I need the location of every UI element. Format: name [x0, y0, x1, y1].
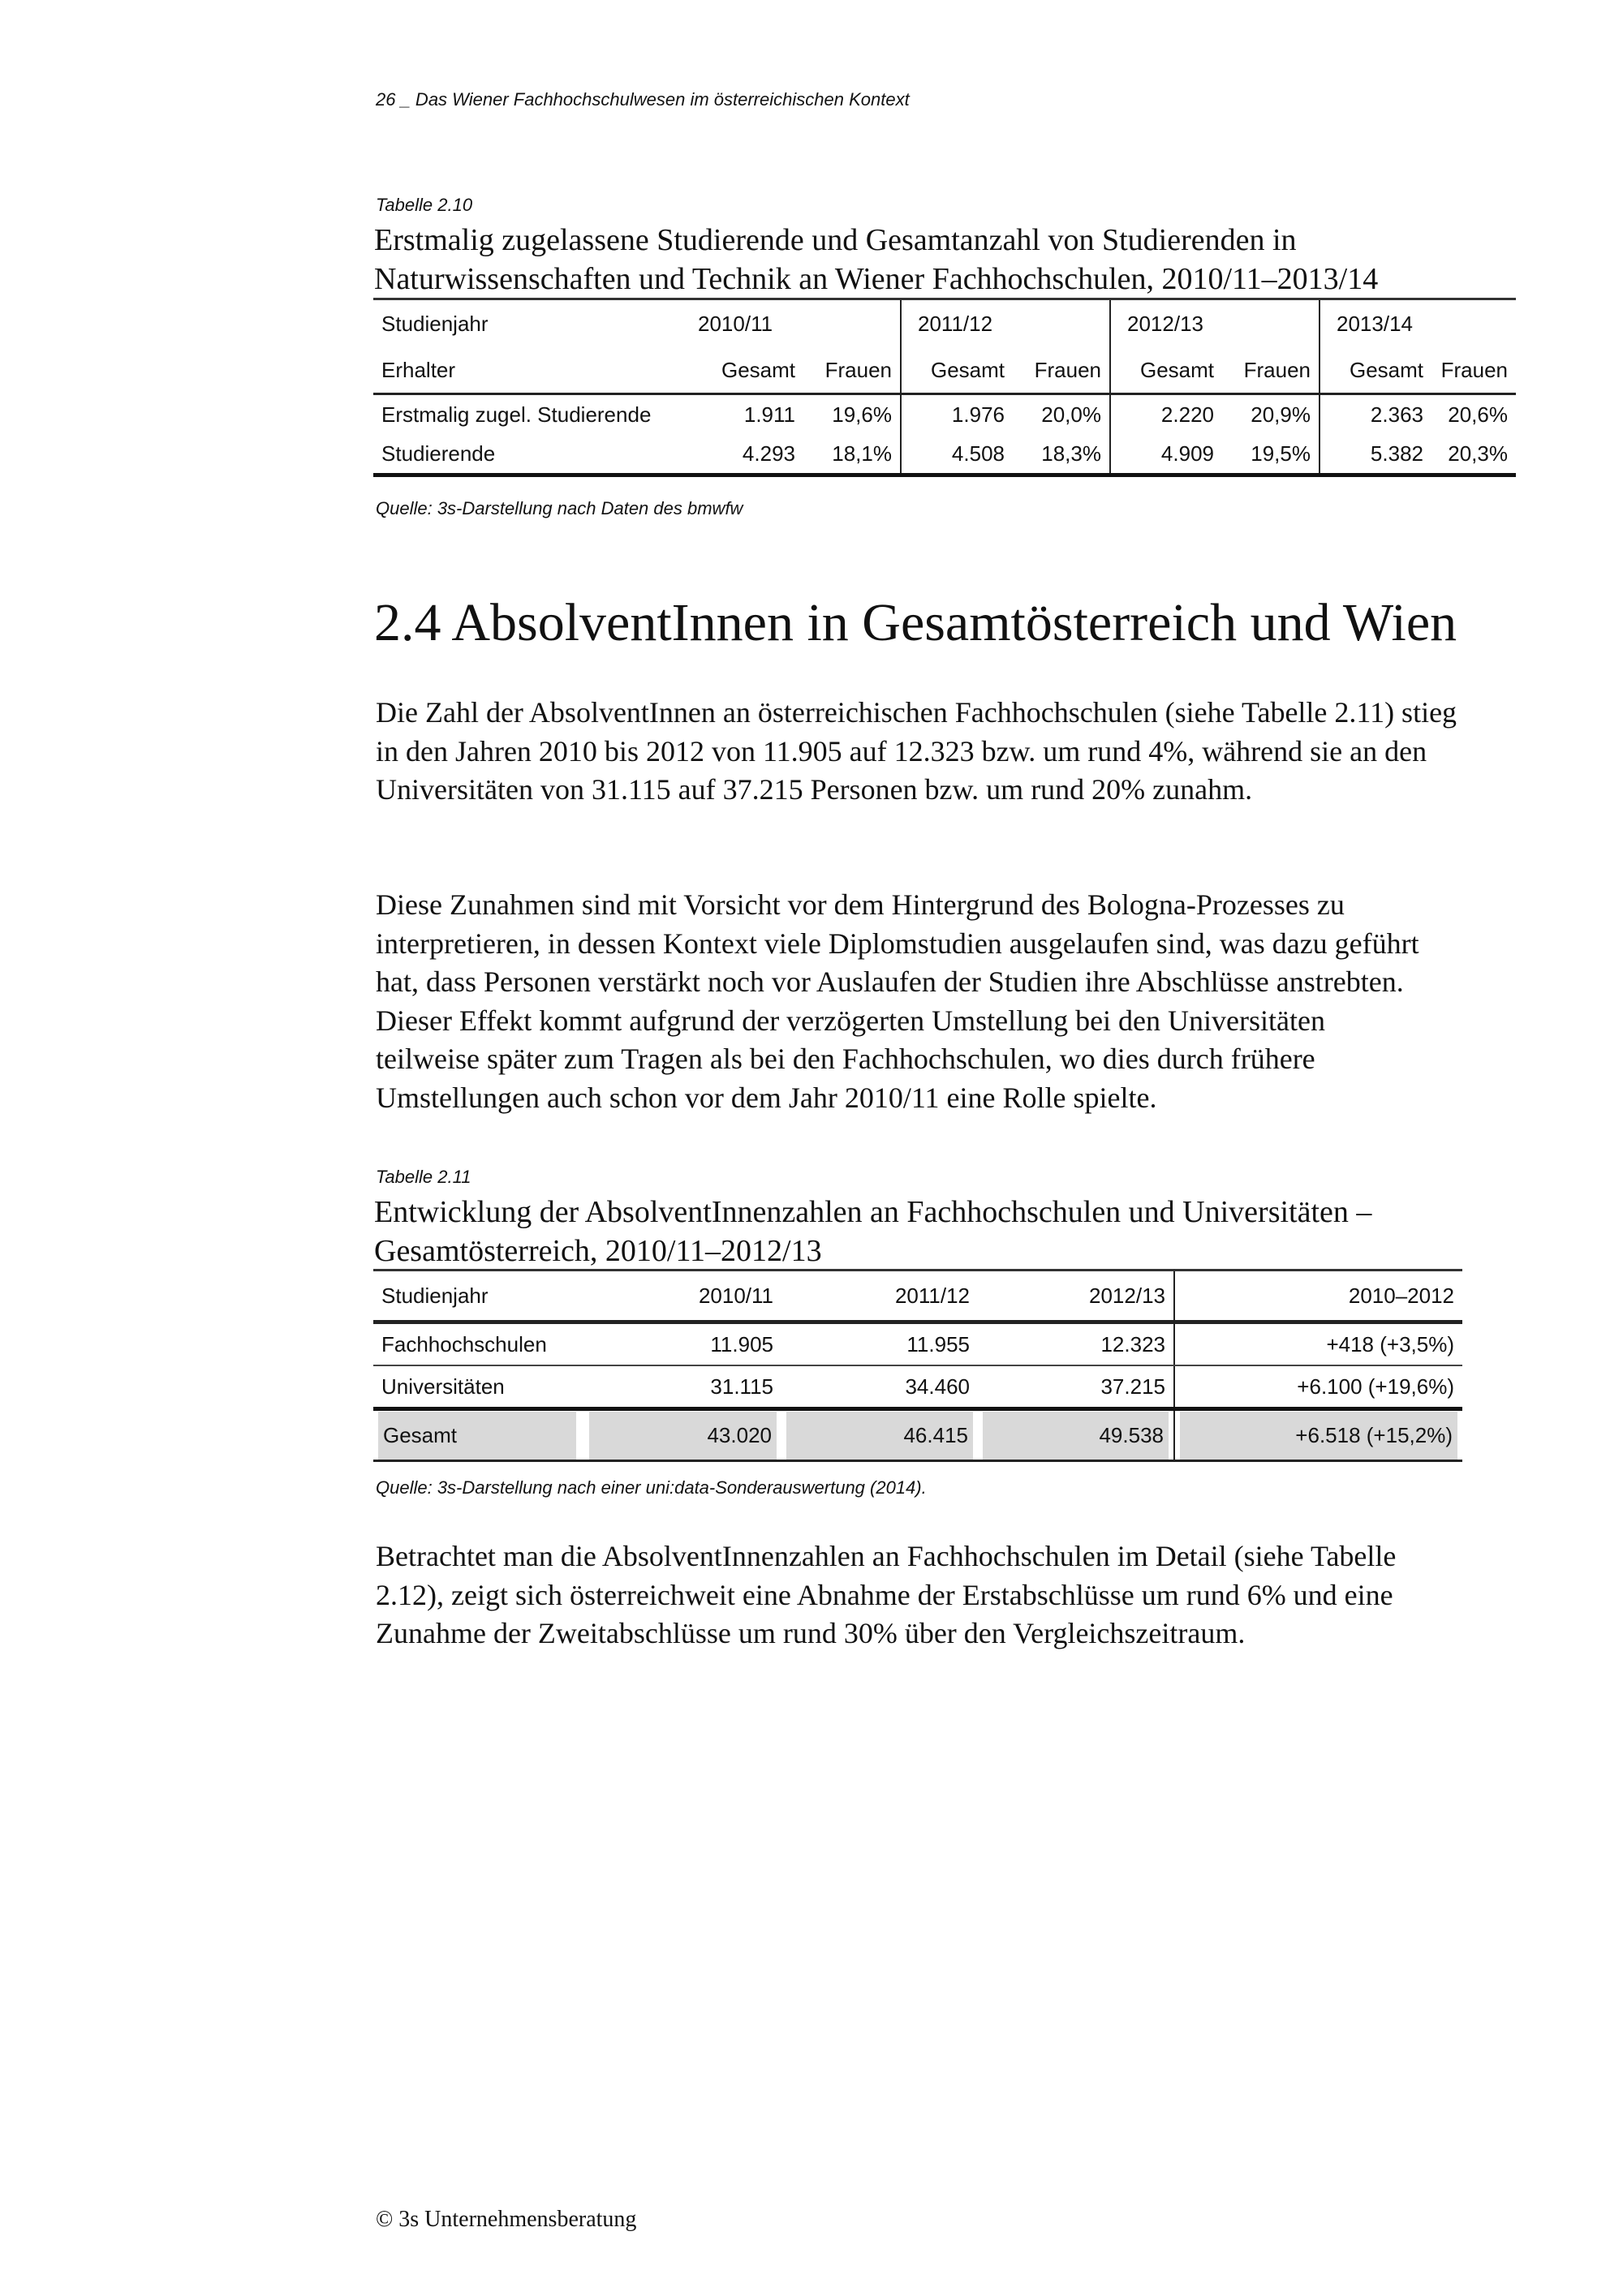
table-label: Tabelle 2.11: [376, 1167, 471, 1187]
header-cell: Frauen: [1013, 347, 1110, 394]
cell: 34.460: [781, 1365, 978, 1409]
cell: 4.508: [951, 441, 1005, 466]
cell: 4.909: [1160, 441, 1214, 466]
cell: 1.911: [743, 402, 795, 427]
footer-copyright: © 3s Unternehmensberatung: [376, 2207, 637, 2232]
header-cell: Frauen: [1431, 347, 1516, 394]
table-row: [373, 434, 1516, 475]
year-cell: 2011/12: [901, 299, 1110, 348]
table-source: Quelle: 3s-Darstellung nach einer uni:data-Sonderauswertung (2014).: [376, 1477, 927, 1498]
row-label: Gesamt: [378, 1412, 576, 1460]
year-cell: 2012/13: [1110, 299, 1319, 348]
table-total-row: [373, 1409, 1462, 1461]
header-cell: Gesamt: [1110, 347, 1222, 394]
running-header: 26 _ Das Wiener Fachhochschulwesen im österreichischen Kontext: [376, 89, 910, 110]
table-2-10: [373, 298, 1516, 477]
table-title-line: Naturwissenschaften und Technik an Wiener Fachhochschulen, 2010/11–2013/14: [374, 262, 1379, 296]
header-cell: Studienjahr: [373, 1271, 584, 1322]
row-label: Studierende: [381, 441, 496, 466]
header-cell: Frauen: [803, 347, 901, 394]
table-row: [373, 1322, 1462, 1366]
cell: 20,0%: [1013, 394, 1110, 435]
header-cell: Frauen: [1222, 347, 1319, 394]
table-row: [373, 394, 1516, 435]
cell: 1.976: [951, 402, 1005, 427]
cell: 46.415: [786, 1412, 973, 1460]
paragraph: Die Zahl der AbsolventInnen an österreichischen Fachhochschulen (siehe Tabelle 2.11) stieg in den Jahren 2010 bis 2012 von 11.905 auf 12.323 bzw. um rund 4%, während sie an den Universitäten von 31.115 auf 37.215 Personen bzw. um rund 20% zunahm.: [376, 696, 1457, 806]
cell: 19,6%: [803, 394, 901, 435]
year-cell: 2010/11: [674, 299, 901, 348]
table-label: Tabelle 2.10: [376, 195, 473, 215]
cell: 18,1%: [803, 434, 901, 475]
cell: 20,3%: [1448, 441, 1508, 466]
cell: 18,3%: [1013, 434, 1110, 475]
row-label: Fachhochschulen: [373, 1322, 584, 1366]
cell: 2.220: [1160, 402, 1214, 427]
header-cell: Studienjahr: [381, 311, 489, 336]
cell: 20,6%: [1448, 402, 1508, 427]
cell: 11.905: [584, 1322, 781, 1366]
table-title-line: Erstmalig zugelassene Studierende und Gesamtanzahl von Studierenden in: [374, 223, 1297, 257]
section-heading: 2.4 AbsolventInnen in Gesamtösterreich und Wien: [374, 593, 1457, 652]
cell: 2.363: [1370, 402, 1423, 427]
cell: +6.518 (+15,2%): [1180, 1412, 1457, 1460]
table-header-row: [373, 299, 1516, 348]
table-title: [374, 1193, 1371, 1271]
row-label: Erstmalig zugel. Studierende: [381, 402, 652, 427]
year-cell: 2013/14: [1337, 311, 1413, 336]
paragraph: Diese Zunahmen sind mit Vorsicht vor dem Hintergrund des Bologna-Prozesses zu interpretieren, in dessen Kontext viele Diplomstudien ausgelaufen sind, was dazu geführt hat, dass Personen verstärkt noch vor Auslaufen der Studien ihre Abschlüsse anstrebten. Dieser Effekt kommt aufgrund der verzögerten Umstellung bei den Universitäten teilweise später zum Tragen als bei den Fachhochschulen, wo dies durch frühere Umstellungen auch schon vor dem Jahr 2010/11 eine Rolle spielte.: [376, 888, 1419, 1114]
cell: 43.020: [589, 1412, 777, 1460]
table-title-line: Entwicklung der AbsolventInnenzahlen an Fachhochschulen und Universitäten –: [374, 1195, 1372, 1229]
row-label: Universitäten: [373, 1365, 584, 1409]
table-subheader-row: [373, 347, 1516, 394]
cell: 11.955: [781, 1322, 978, 1366]
table-title: [374, 221, 1378, 299]
cell: 20,9%: [1222, 394, 1319, 435]
header-cell: 2011/12: [781, 1271, 978, 1322]
cell: 19,5%: [1222, 434, 1319, 475]
header-cell: Gesamt: [1319, 347, 1431, 394]
header-cell: 2010/11: [584, 1271, 781, 1322]
table-header-row: [373, 1271, 1462, 1322]
header-cell: 2012/13: [978, 1271, 1174, 1322]
cell: +6.100 (+19,6%): [1174, 1365, 1462, 1409]
header-cell: Gesamt: [674, 347, 803, 394]
cell: 5.382: [1370, 441, 1423, 466]
cell: 4.293: [742, 441, 795, 466]
table-title-line: Gesamtösterreich, 2010/11–2012/13: [374, 1234, 822, 1268]
cell: 12.323: [978, 1322, 1174, 1366]
cell: +418 (+3,5%): [1174, 1322, 1462, 1366]
cell: 31.115: [584, 1365, 781, 1409]
table-2-11: [373, 1269, 1462, 1462]
header-cell: 2010–2012: [1174, 1271, 1462, 1322]
cell: 37.215: [978, 1365, 1174, 1409]
table-source: Quelle: 3s-Darstellung nach Daten des bmwfw: [376, 498, 743, 518]
header-cell: Gesamt: [901, 347, 1013, 394]
paragraph: Betrachtet man die AbsolventInnenzahlen an Fachhochschulen im Detail (siehe Tabelle 2.12), zeigt sich österreichweit eine Abnahme der Erstabschlüsse um rund 6% und eine Zunahme der Zweitabschlüsse um rund 30% über den Vergleichszeitraum.: [376, 1540, 1397, 1649]
table-row: [373, 1365, 1462, 1409]
cell: 49.538: [983, 1412, 1169, 1460]
header-cell: Erhalter: [373, 347, 674, 394]
